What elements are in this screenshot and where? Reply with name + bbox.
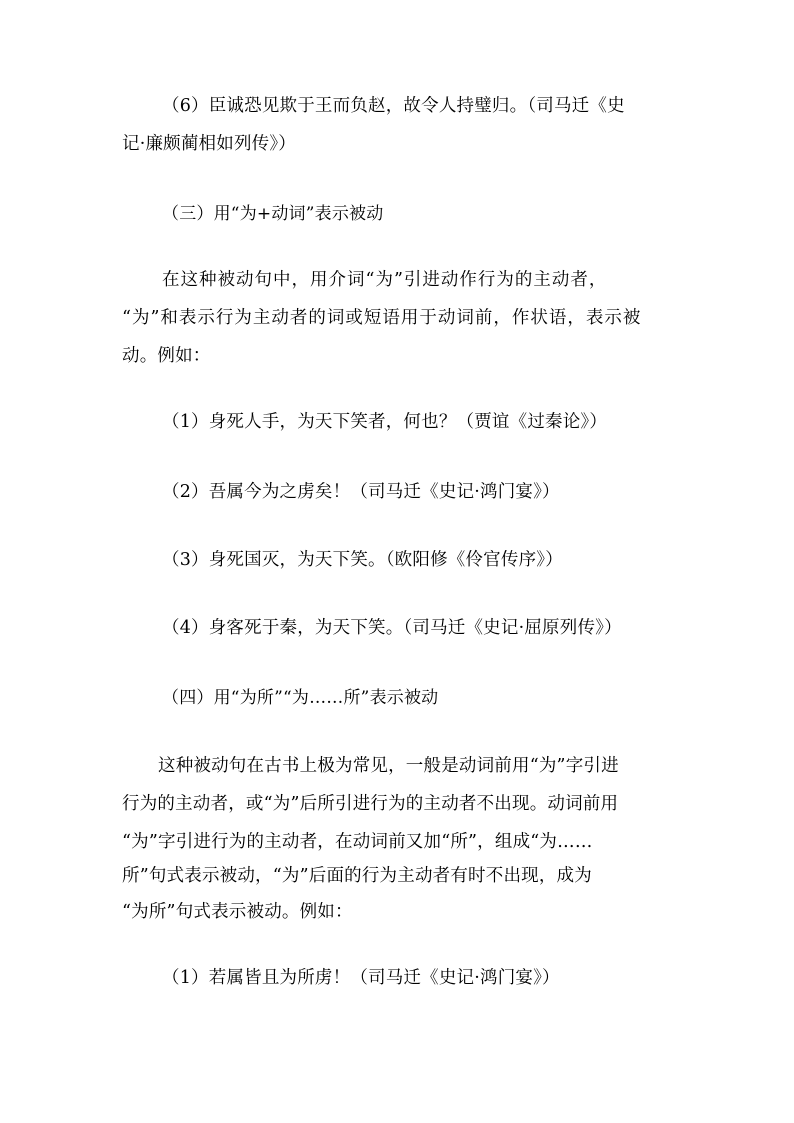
paragraph-3-line-1: 在这种被动句中，用介词“为”引进动作行为的主动者， [162, 270, 608, 290]
paragraph-4-line-1: 这种被动句在古书上极为常见，一般是动词前用“为”字引进 [158, 756, 619, 776]
example-6-line-1: （6）臣诚恐见欺于王而负赵，故令人持璧归。（司马迁《史 [162, 96, 625, 116]
paragraph-4-line-2: 行为的主动者，或“为”后所引进行为的主动者不出现。动词前用 [122, 794, 619, 814]
paragraph-3-line-2: “为”和表示行为主动者的词或短语用于动词前，作状语，表示被 [122, 308, 642, 328]
section-heading-3: （三）用“为+动词”表示被动 [162, 204, 384, 224]
example-4-1-line: （1）若属皆且为所虏！（司马迁《史记·鸿门宴》） [162, 968, 560, 988]
example-1-line: （1）身死人手，为天下笑者，何也？（贾谊《过秦论》） [162, 412, 608, 432]
paragraph-4-line-4: 所”句式表示被动，“为”后面的行为主动者有时不出现，成为 [122, 866, 592, 886]
paragraph-4-line-5: “为所”句式表示被动。例如： [122, 902, 353, 922]
example-6-line-2: 记·廉颇蔺相如列传》） [122, 134, 297, 154]
paragraph-3-line-3: 动。例如： [122, 346, 211, 366]
section-heading-4: （四）用“为所”“为……所”表示被动 [162, 688, 439, 708]
paragraph-4-line-3: “为”字引进行为的主动者，在动词前又加“所”，组成“为…… [122, 832, 593, 852]
example-2-line: （2）吾属今为之虏矣！（司马迁《史记·鸿门宴》） [162, 482, 560, 502]
example-3-line: （3）身死国灭，为天下笑。（欧阳修《伶官传序》） [162, 550, 563, 570]
example-4-line: （4）身客死于秦，为天下笑。（司马迁《史记·屈原列传》） [162, 618, 622, 638]
